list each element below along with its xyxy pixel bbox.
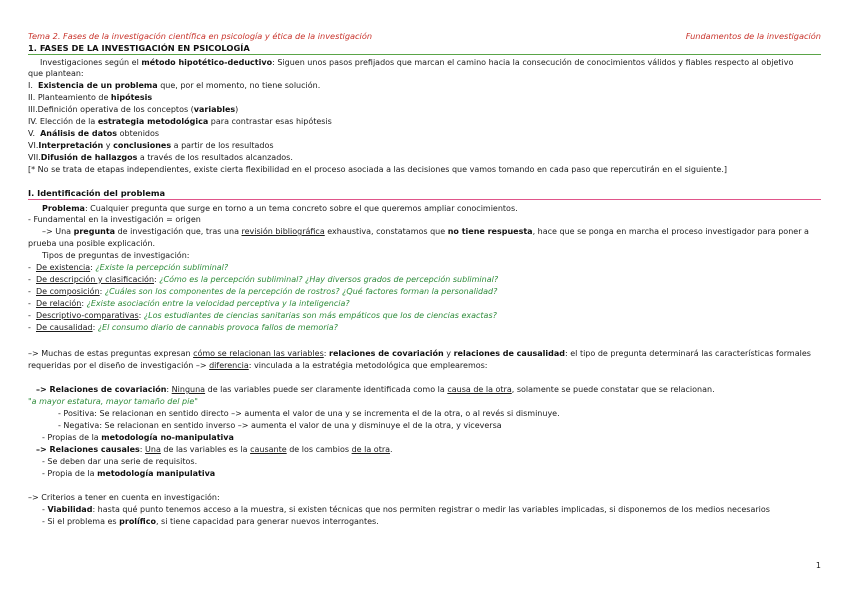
covariation-heading: –> Relaciones de covariación: Ninguna de las variables puede ser claramente identificada como la causa de la otra, solamente se puede constatar que se relacionan. (36, 385, 715, 394)
question-types-heading: Tipos de preguntas de investigación: (42, 251, 190, 260)
criterion-prolific: - Si el problema es prolífico, si tiene capacidad para generar nuevos interrogantes. (42, 517, 379, 526)
running-header (28, 31, 821, 43)
question-type-item: - De composición: ¿Cuáles son los componentes de la percepción de rostros? ¿Qué factores forman la personalidad? (28, 287, 498, 296)
covariation-methodology: - Propias de la metodología no-manipulativa (42, 433, 234, 442)
section-2-rule (28, 199, 821, 200)
phase-item: VII.Difusión de hallazgos a través de los resultados alcanzados. (28, 153, 293, 162)
covariation-positive: - Positiva: Se relacionan en sentido directo –> aumenta el valor de una y se incrementa el de la otra, o al revés si disminuye. (58, 409, 560, 418)
header-course-title: Fundamentos de la investigación (685, 31, 821, 41)
relations-intro: –> Muchas de estas preguntas expresan cómo se relacionan las variables: relaciones de covariación y relaciones de causalidad: el tipo de pregunta determinará las características formales (28, 349, 811, 358)
header-chapter-title: Tema 2. Fases de la investigación científica en psicología y ética de la investigación (28, 31, 373, 41)
phase-item: III.Definición operativa de los conceptos (variables) (28, 105, 239, 114)
phase-item: V. Análisis de datos obtenidos (28, 129, 160, 138)
section-1-rule (28, 54, 821, 55)
relations-intro-2: requeridas por el diseño de investigación –> diferencia: vinculada a la estratégia metodológica que emplearemos: (28, 361, 488, 370)
phase-item: IV. Elección de la estrategia metodológica para contrastar esas hipótesis (28, 117, 332, 126)
causal-heading: –> Relaciones causales: Una de las variables es la causante de los cambios de la otra. (36, 445, 393, 454)
question-explanation: –> Una pregunta de investigación que, tras una revisión bibliográfica exhaustiva, constatamos que no tiene respuesta, hace que se ponga en marcha el proceso investigador para poner a (42, 227, 809, 236)
phase-item: II. Planteamiento de hipótesis (28, 93, 153, 102)
page-number: 1 (815, 561, 821, 570)
causal-requirements: - Se deben dar una serie de requisitos. (42, 457, 198, 466)
covariation-example: "a mayor estatura, mayor tamaño del pie" (28, 397, 198, 406)
criteria-heading: –> Criterios a tener en cuenta en investigación: (28, 493, 220, 502)
causal-methodology: - Propia de la metodología manipulativa (42, 469, 216, 478)
question-explanation-2: prueba una posible explicación. (28, 239, 156, 248)
question-type-item: - De causalidad: ¿El consumo diario de cannabis provoca fallos de memoria? (28, 323, 338, 332)
fundamental-line: - Fundamental en la investigación = origen (28, 215, 201, 224)
question-type-item: - De descripción y clasificación: ¿Cómo es la percepción subliminal? ¿Hay diversos grados de percepción subliminal? (28, 275, 499, 284)
intro-line: Investigaciones según el método hipotético-deductivo: Siguen unos pasos prefijados que marcan el camino hacia la consecución de conocimientos válidos y fiables respecto al objetivo (40, 58, 794, 67)
intro-line-2: que plantean: (28, 69, 84, 78)
phase-item: VI.Interpretación y conclusiones a partir de los resultados (28, 141, 274, 150)
covariation-negative: - Negativa: Se relacionan en sentido inverso –> aumenta el valor de una y disminuye el de la otra, y viceversa (58, 421, 502, 430)
question-type-item: - De relación: ¿Existe asociación entre la velocidad perceptiva y la inteligencia? (28, 299, 350, 308)
phase-item: I. Existencia de un problema que, por el momento, no tiene solución. (28, 81, 321, 90)
criterion-viability: - Viabilidad: hasta qué punto tenemos acceso a la muestra, si existen técnicas que nos permiten registrar o medir las variables implicadas, si disponemos de los medios necesarios (42, 505, 770, 514)
process-note: [* No se trata de etapas independientes, existe cierta flexibilidad en el proceso asociada a las decisiones que vamos tomando en cada paso que repercutirán en el siguiente.] (28, 165, 727, 174)
section-2-title: I. Identificación del problema (28, 188, 166, 198)
question-type-item: - De existencia: ¿Existe la percepción subliminal? (28, 263, 229, 272)
problem-definition: Problema: Cualquier pregunta que surge en torno a un tema concreto sobre el que queremos ampliar conocimientos. (42, 204, 518, 213)
section-1-title: 1. FASES DE LA INVESTIGACIÓN EN PSICOLOGÍA (28, 43, 250, 53)
document-page (28, 0, 821, 599)
question-type-item: - Descriptivo-comparativas: ¿Los estudiantes de ciencias sanitarias son más empáticos que los de ciencias exactas? (28, 311, 497, 320)
